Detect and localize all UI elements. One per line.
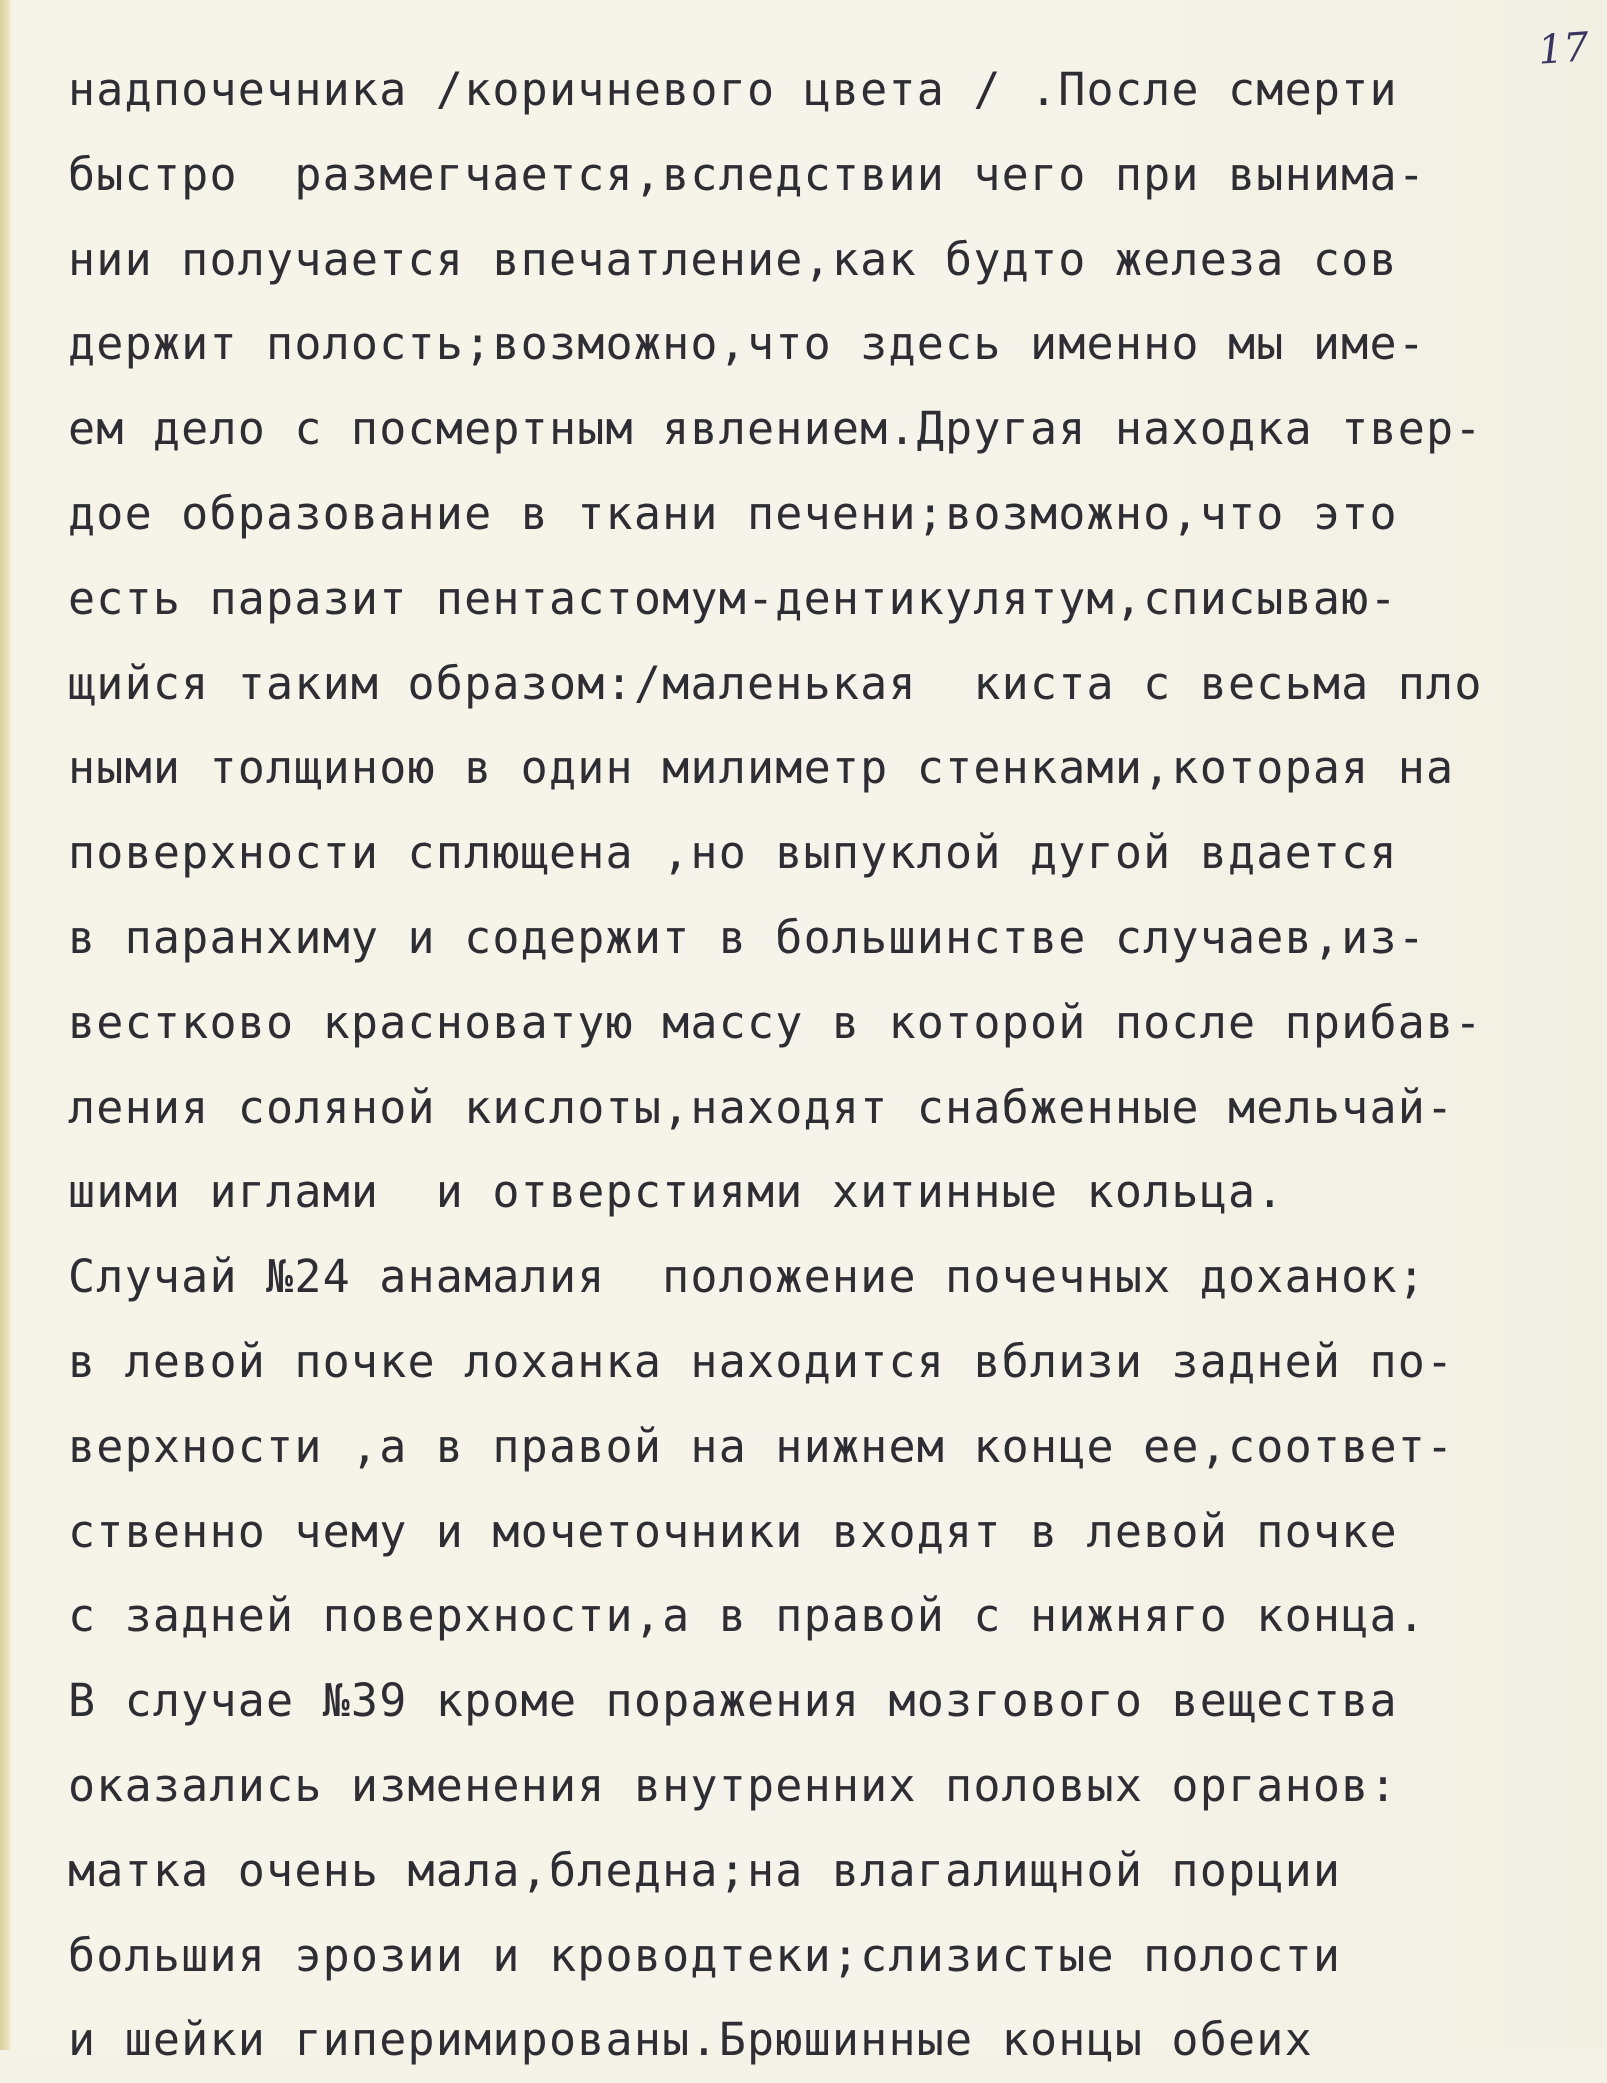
text-line: быстро размегчается,вследствии чего при вынима- [68, 147, 1427, 201]
text-line: ными толщиною в один милиметр стенками,которая на [68, 741, 1455, 795]
text-line: ем дело с посмертным явлением.Другая находка твер- [68, 402, 1483, 456]
text-line: поверхности сплющена ,но выпуклой дугой вдается [68, 826, 1398, 880]
text-line: ственно чему и мочеточники входят в левой почке [68, 1504, 1398, 1558]
text-line: шими иглами и отверстиями хитинные кольца. [68, 1165, 1285, 1219]
text-line: верхности ,а в правой на нижнем конце ее,соответ- [68, 1419, 1455, 1473]
text-line: вестково красноватую массу в которой после прибав- [68, 995, 1483, 1049]
text-line: с задней поверхности,а в правой с нижняго конца. [68, 1589, 1427, 1643]
text-line: ления соляной кислоты,находят снабженные мельчай- [68, 1080, 1455, 1134]
paper-edge [0, 0, 10, 2050]
typewritten-text [68, 48, 1598, 2083]
page-number: 17 [1536, 24, 1591, 74]
text-line: дое образование в ткани печени;возможно,что это [68, 486, 1398, 540]
text-line: есть паразит пентастомум-дентикулятум,списываю- [68, 571, 1398, 625]
text-line: В случае №39 кроме поражения мозгового вещества [68, 1674, 1398, 1728]
text-line: большия эрозии и кроводтеки;слизистые полости [68, 1928, 1342, 1982]
text-line: надпочечника /коричневого цвета / .После смерти [68, 63, 1398, 116]
text-line: щийся таким образом:/маленькая киста с весьма пло [68, 656, 1483, 710]
text-line: и шейки гиперимированы.Брюшинные концы обеих [68, 2013, 1313, 2067]
text-line: матка очень мала,бледна;на влагалищной порции [68, 1843, 1342, 1897]
text-line: нии получается впечатление,как будто железа сов [68, 232, 1398, 286]
text-line: в паранхиму и содержит в большинстве случаев,из- [68, 910, 1427, 964]
text-line: Случай №24 анамалия положение почечных доханок; [68, 1250, 1427, 1304]
text-line: в левой почке лоханка находится вблизи задней по- [68, 1334, 1455, 1388]
text-line: оказались изменения внутренних половых органов: [68, 1758, 1398, 1812]
text-line: держит полость;возможно,что здесь именно мы име- [68, 317, 1427, 371]
